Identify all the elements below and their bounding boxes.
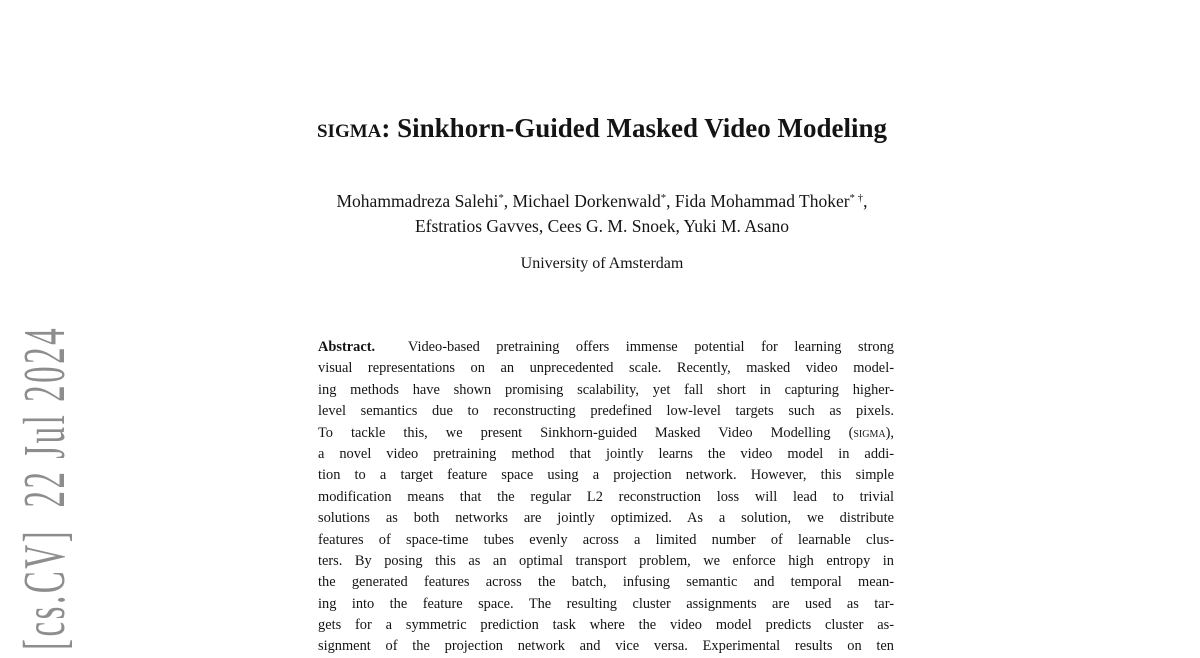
abstract-line	[318, 337, 894, 358]
abstract-line	[318, 636, 894, 657]
abstract-line	[318, 572, 894, 593]
abstract-paragraph	[318, 337, 894, 658]
abstract-line	[318, 615, 894, 636]
abstract-line	[318, 380, 894, 401]
text-segment: tion to a target feature space using a projection network. However, this simple	[318, 467, 894, 484]
text-segment: the generated features across the batch, infusing semantic and temporal mean-	[318, 574, 894, 591]
text-segment: ters. By posing this as an optimal transport problem, we enforce high entropy in	[318, 552, 894, 569]
text-segment: , Fida Mohammad Thoker	[666, 190, 850, 211]
paper-title	[0, 113, 1200, 144]
text-segment: visual representations on an unprecedented scale. Recently, masked video model-	[318, 360, 894, 377]
text-segment: ing into the feature space. The resulting cluster assignments are used as tar-	[318, 595, 894, 612]
abstract-line	[318, 551, 894, 572]
abstract-line	[318, 508, 894, 529]
abstract-line	[318, 530, 894, 551]
arxiv-stamp-vertical-text: [cs.CV] 22 Jul 2024	[13, 325, 79, 650]
affiliation-line: University of Amsterdam	[520, 255, 684, 272]
text-segment: features of space-time tubes evenly across a limited number of learnable clus-	[318, 531, 894, 548]
text-segment: sigma	[853, 424, 886, 441]
text-segment: signment of the projection network and vice versa. Experimental results on ten	[318, 638, 894, 655]
text-segment: : Sinkhorn-Guided Masked Video Modeling	[381, 113, 887, 143]
text-segment: level semantics due to reconstructing predefined low-level targets such as pixels.	[318, 403, 894, 420]
author-block	[0, 186, 1200, 240]
author-line-1	[0, 186, 1200, 214]
text-segment: a novel video pretraining method that jointly learns the video model in addi-	[318, 445, 894, 462]
text-segment: Efstratios Gavves, Cees G. M. Snoek, Yuki M. Asano	[414, 216, 790, 237]
text-segment: ),	[885, 424, 894, 441]
superscript-marker: * †	[849, 192, 864, 204]
text-segment: , Michael Dorkenwald	[503, 190, 661, 211]
text-segment: Mohammadreza Salehi	[336, 190, 499, 211]
text-segment: solutions as both networks are jointly optimized. As a solution, we distribute	[318, 510, 894, 527]
abstract-line	[318, 423, 894, 444]
superscript-marker: *	[498, 192, 504, 204]
abstract-line	[318, 401, 894, 422]
text-segment: ,	[863, 190, 868, 211]
superscript-marker: *	[660, 192, 667, 204]
abstract-line	[318, 358, 894, 379]
text-segment: gets for a symmetric prediction task where the video model predicts cluster as-	[318, 617, 894, 634]
abstract-line	[318, 465, 894, 486]
text-segment: To tackle this, we present Sinkhorn-guided Masked Video Modelling (	[318, 424, 854, 441]
text-segment: Video-based pretraining offers immense potential for learning strong	[375, 339, 894, 355]
text-segment: ing methods have shown promising scalability, yet fall short in capturing higher-	[318, 381, 894, 398]
author-line-2	[0, 214, 1200, 240]
abstract-line	[318, 594, 894, 615]
abstract-line	[318, 487, 894, 508]
text-segment: modification means that the regular L2 reconstruction loss will lead to trivial	[318, 488, 894, 505]
text-segment: sigma	[316, 113, 382, 143]
abstract-line	[318, 444, 894, 465]
text-segment: Abstract.	[318, 339, 376, 355]
